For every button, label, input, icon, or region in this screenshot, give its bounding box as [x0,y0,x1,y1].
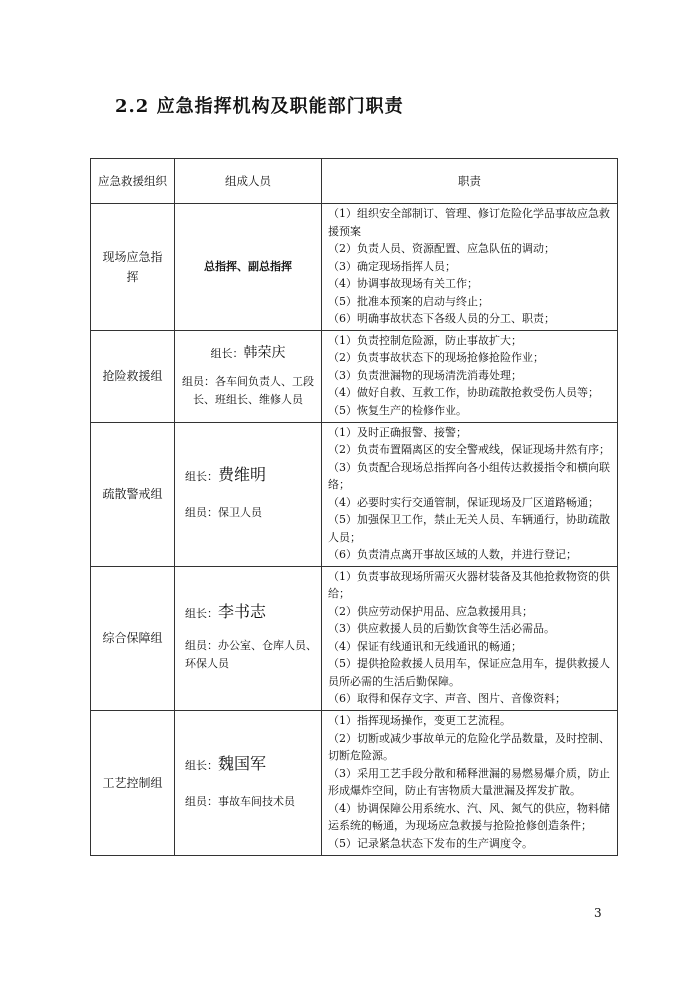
table-row [91,330,618,422]
members-cell [175,204,322,331]
members-cell [175,566,322,710]
group-name: 工艺控制组 [91,710,175,855]
group-name: 现场应急指挥 [91,204,175,331]
page-title: 2.2 应急指挥机构及职能部门职责 [115,96,404,117]
duty-item: （1）及时正确报警、接警； [328,425,467,439]
duty-item: （2）供应劳动保护用品、应急救援用具； [328,604,533,618]
table-header-row [91,159,618,204]
members-bold: 总指挥、副总指挥 [204,259,292,273]
duties-cell [322,330,618,422]
leader-label: 组长： [185,470,218,483]
duty-item: （5）加强保卫工作，禁止无关人员、车辆通行，协助疏散人员； [328,513,610,544]
duties-cell [322,422,618,566]
duty-item: （3）供应救援人员的后勤饮食等生活必需品。 [328,622,555,635]
duty-item: （4）必要时实行交通管制，保证现场及厂区道路畅通； [328,495,599,509]
leader-name: 韩荣庆 [243,344,286,361]
duty-item: （2）负责人员、资源配置、应急队伍的调动； [328,242,555,255]
duty-item: （5）恢复生产的检修作业。 [328,403,467,417]
duties-cell [322,204,618,331]
leader-label: 组长： [210,346,244,360]
header-members: 组成人员 [175,159,322,204]
duty-item: （2）切断或减少事故单元的危险化学品数量，及时控制、切断危险源。 [328,731,610,762]
table-row [91,566,618,710]
leader-line [185,755,317,775]
duty-item: （4）做好自救、互救工作，协助疏散抢救受伤人员等； [328,386,599,400]
members-cell [175,330,322,422]
leader-name: 费维明 [218,465,267,484]
duty-item: （5）记录紧急状态下发布的生产调度令。 [328,836,533,850]
members-text: 组员：各车间负责人、工段长、班组长、维修人员 [182,374,314,406]
leader-line [185,466,317,486]
responsibility-table [90,158,618,856]
table-row [91,422,618,566]
duties-cell [322,710,618,855]
duty-item: （6）取得和保存文字、声音、图片、音像资料； [328,692,566,705]
members-cell [175,710,322,855]
duty-item: （4）保证有线通讯和无线通讯的畅通； [328,639,522,653]
duty-item: （3）负责泄漏物的现场清洗消毒处理； [328,368,522,382]
header-duties: 职责 [322,159,618,204]
group-name: 抢险救援组 [91,330,175,422]
group-name: 综合保障组 [91,566,175,710]
page-number: 3 [594,906,602,920]
members-text: 组员：办公室、仓库人员、环保人员 [185,639,317,670]
duty-item: （5）批准本预案的启动与终止； [328,294,489,308]
duty-item: （3）负责配合现场总指挥向各小组传达救援指令和横向联络； [328,460,610,491]
duty-item: （2）负责布置隔离区的安全警戒线，保证现场井然有序； [328,443,610,456]
leader-label: 组长： [185,758,218,772]
group-name: 疏散警戒组 [91,422,175,566]
duty-item: （1）指挥现场操作，变更工艺流程。 [328,714,511,727]
leader-name: 李书志 [218,602,267,621]
members-cell [175,422,322,566]
duty-item: （1）负责事故现场所需灭火器材装备及其他抢救物资的供给； [328,569,610,600]
table-row [91,710,618,855]
duty-item: （2）负责事故状态下的现场抢修抢险作业； [328,351,544,365]
duty-item: （4）协调保障公用系统水、汽、风、氮气的供应，物料储运系统的畅通，为现场应急救援与抢险抢修创造条件； [328,801,610,832]
duty-item: （4）协调事故现场有关工作； [328,277,478,290]
members-text: 组员：事故车间技术员 [185,794,295,808]
duty-item: （6）明确事故状态下各级人员的分工、职责； [328,312,555,325]
duty-item: （6）负责清点离开事故区域的人数，并进行登记； [328,548,577,561]
duty-item: （5）提供抢险救援人员用车，保证应急用车，提供救援人员所必需的生活后勤保障。 [328,657,610,688]
leader-line [185,603,317,623]
duty-item: （1）负责控制危险源，防止事故扩大； [328,333,522,347]
duty-item: （3）确定现场指挥人员； [328,259,456,273]
leader-name: 魏国军 [218,753,267,773]
duty-item: （1）组织安全部制订、管理、修订危险化学品事故应急救援预案 [328,207,610,238]
members-text: 组员：保卫人员 [185,506,262,519]
duty-item: （3）采用工艺手段分散和稀释泄漏的易燃易爆介质，防止形成爆炸空间，防止有害物质大量泄漏及挥发扩散。 [328,766,610,797]
duties-cell [322,566,618,710]
header-group: 应急救援组织 [91,159,175,204]
leader-line [179,344,317,363]
leader-label: 组长： [185,607,218,620]
table-row [91,204,618,331]
